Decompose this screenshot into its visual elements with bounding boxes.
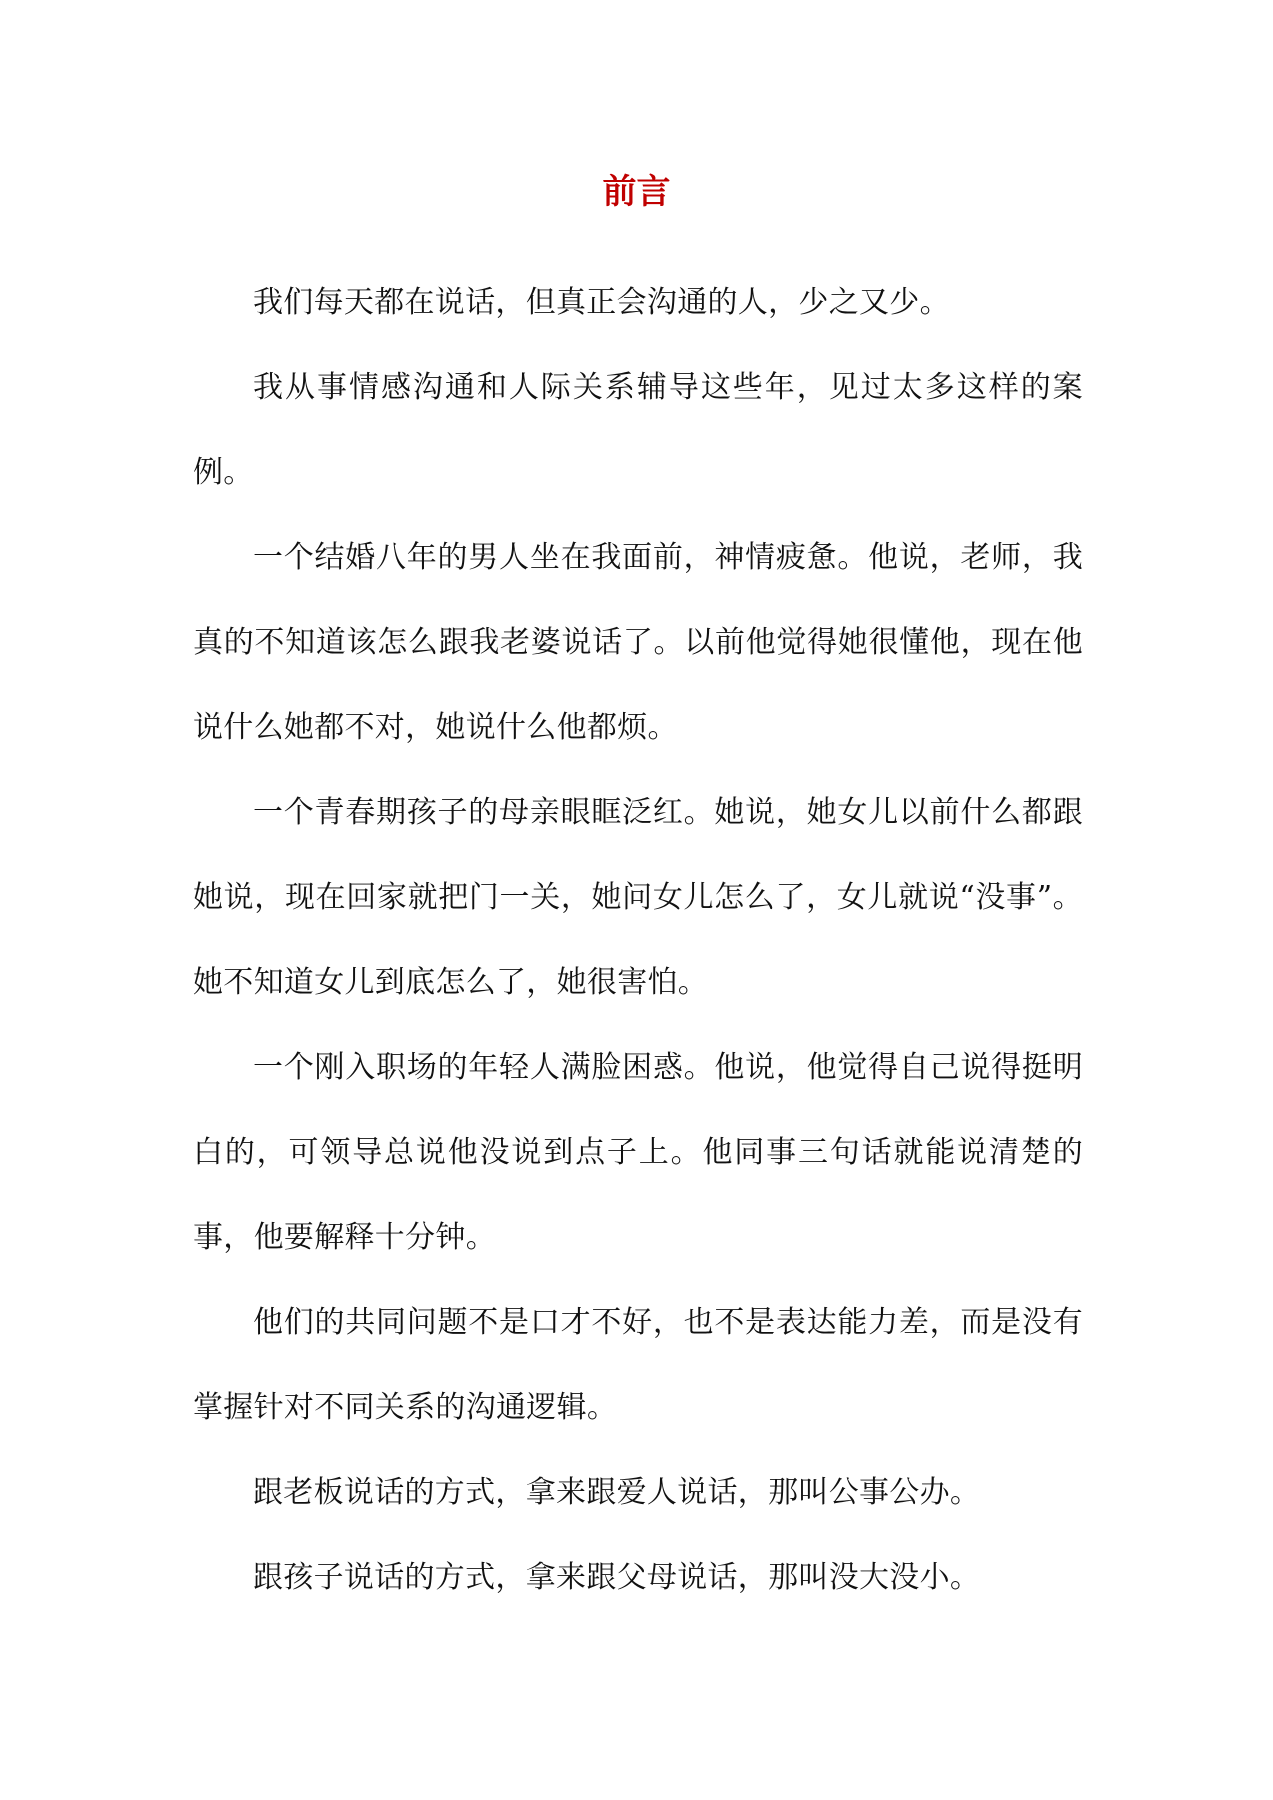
paragraph: 我从事情感沟通和人际关系辅导这些年，见过太多这样的案例。	[193, 370, 1083, 490]
page-title: 前言	[602, 172, 671, 212]
paragraph: 一个结婚八年的男人坐在我面前，神情疲惫。他说，老师，我真的不知道该怎么跟我老婆说话了。以前他觉得她很懂他，现在他说什么她都不对，她说什么他都烦。	[193, 540, 1083, 745]
paragraph: 我们每天都在说话，但真正会沟通的人，少之又少。	[253, 285, 950, 320]
document-body	[193, 260, 1083, 1620]
paragraph: 一个青春期孩子的母亲眼眶泛红。她说，她女儿以前什么都跟她说，现在回家就把门一关，她问女儿怎么了，女儿就说“没事”。她不知道女儿到底怎么了，她很害怕。	[193, 795, 1083, 1000]
paragraph: 他们的共同问题不是口才不好，也不是表达能力差，而是没有掌握针对不同关系的沟通逻辑。	[193, 1305, 1083, 1425]
paragraph: 一个刚入职场的年轻人满脸困惑。他说，他觉得自己说得挺明白的，可领导总说他没说到点子上。他同事三句话就能说清楚的事，他要解释十分钟。	[193, 1050, 1083, 1255]
paragraph: 跟老板说话的方式，拿来跟爱人说话，那叫公事公办。	[253, 1475, 981, 1510]
paragraph: 跟孩子说话的方式，拿来跟父母说话，那叫没大没小。	[253, 1560, 981, 1595]
